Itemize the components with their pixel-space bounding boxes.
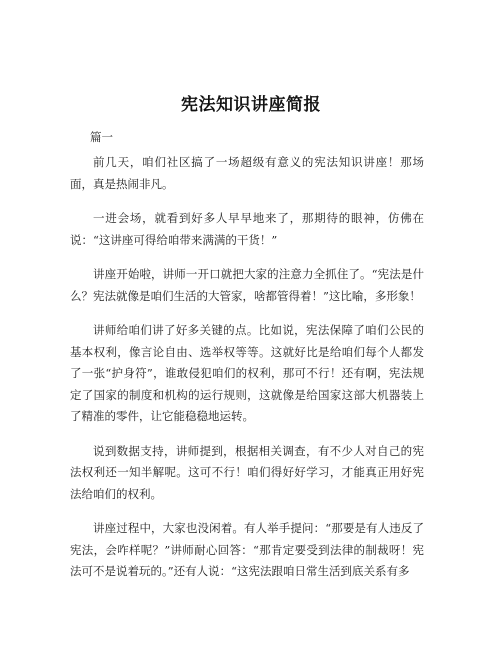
paragraph-5: 说到数据支持，讲师提到，根据相关调查，有不少人对自己的宪法权利还一知半解呢。这可不行！咱们得好好学习，才能真正用好宪法给咱们的权利。 [70,443,424,501]
paragraph-2: 一进会场，就看到好多人早早地来了，那期待的眼神，仿佛在说：“这讲座可得给咱带来满满的干货！” [70,211,424,247]
document-body [70,152,424,596]
paragraph-4: 讲师给咱们讲了好多关键的点。比如说，宪法保障了咱们公民的基本权利，像言论自由、选举权等等。这就好比是给咱们每个人都发了一张“护身符”，谁敢侵犯咱们的权利，那可不行！还有啊，宪法规定了国家的制度和机构的运行规则，这就像是给国家这部大机器装上了精准的零件，让它能稳稳地运转。 [70,323,424,423]
paragraph-3: 讲座开始啦，讲师一开口就把大家的注意力全抓住了。“宪法是什么？宪法就像是咱们生活的大管家，啥都管得着！”这比喻，多形象！ [70,267,424,303]
document-title: 宪法知识讲座简报 [181,95,321,115]
paragraph-1: 前几天，咱们社区搞了一场超级有意义的宪法知识讲座！那场面，真是热闹非凡。 [70,155,424,191]
paragraph-6: 讲座过程中，大家也没闲着。有人举手提问：“那要是有人违反了宪法，会咋样呢？”讲师耐心回答：“那肯定要受到法律的制裁呀！宪法可不是说着玩的。”还有人说：“这宪法跟咱日常生活到底关系有多 [70,521,424,578]
section-label: 篇一 [90,130,113,144]
